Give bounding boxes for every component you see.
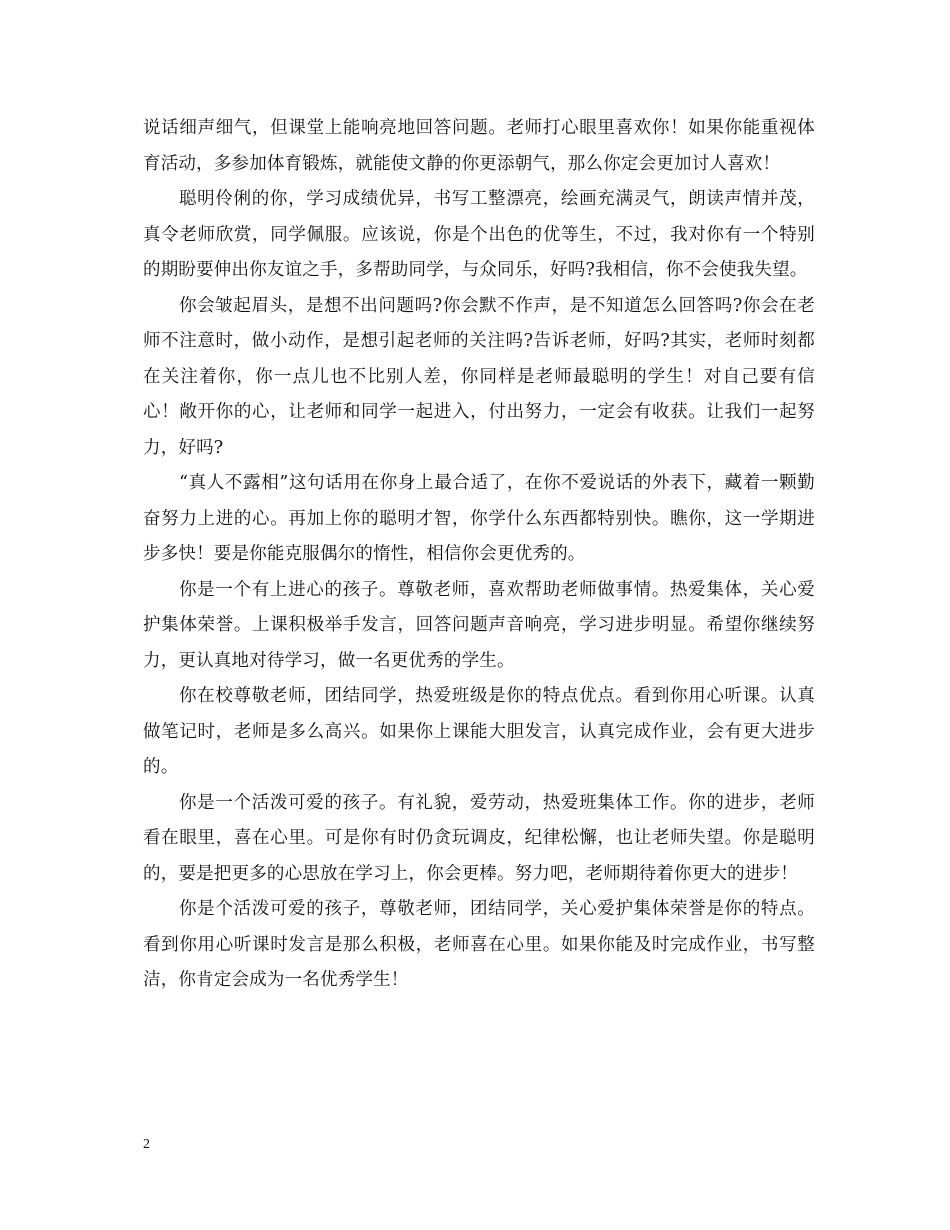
paragraph-6: 你在校尊敬老师，团结同学，热爱班级是你的特点优点。看到你用心听课。认真做笔记时，老师是多么高兴。如果你上课能大胆发言，认真完成作业，会有更大进步的。 bbox=[143, 686, 815, 777]
paragraph-8: 你是个活泼可爱的孩子，尊敬老师，团结同学，关心爱护集体荣誉是你的特点。看到你用心听课时发言是那么积极，老师喜在心里。如果你能及时完成作业，书写整洁，你肯定会成为一名优秀学生！ bbox=[143, 899, 815, 990]
paragraph-4: “真人不露相”这句话用在你身上最合适了，在你不爱说话的外表下，藏着一颗勤奋努力上进的心。再加上你的聪明才智，你学什么东西都特别快。瞧你，这一学期进步多快！要是你能克服偶尔的惰性，相信你会更优秀的。 bbox=[143, 473, 815, 564]
paragraph-2: 聪明伶俐的你，学习成绩优异，书写工整漂亮，绘画充满灵气，朗读声情并茂，真令老师欣赏，同学佩服。应该说，你是个出色的优等生，不过，我对你有一个特别的期盼要伸出你友谊之手，多帮助同学，与众同乐，好吗?我相信，你不会使我失望。 bbox=[143, 189, 815, 280]
paragraph-7: 你是一个活泼可爱的孩子。有礼貌，爱劳动，热爱班集体工作。你的进步，老师看在眼里，喜在心里。可是你有时仍贪玩调皮，纪律松懈，也让老师失望。你是聪明的，要是把更多的心思放在学习上，你会更棒。努力吧，老师期待着你更大的进步！ bbox=[143, 792, 815, 884]
page-body bbox=[143, 111, 815, 999]
page-number: 2 bbox=[143, 1137, 150, 1152]
paragraph-5: 你是一个有上进心的孩子。尊敬老师，喜欢帮助老师做事情。热爱集体，关心爱护集体荣誉。上课积极举手发言，回答问题声音响亮，学习进步明显。希望你继续努力，更认真地对待学习，做一名更优秀的学生。 bbox=[143, 579, 815, 671]
paragraph-1: 说话细声细气，但课堂上能响亮地回答问题。老师打心眼里喜欢你！如果你能重视体育活动，多参加体育锻炼，就能使文静的你更添朝气，那么你定会更加讨人喜欢！ bbox=[143, 118, 815, 174]
paragraph-3: 你会皱起眉头，是想不出问题吗?你会默不作声，是不知道怎么回答吗?你会在老师不注意时，做小动作，是想引起老师的关注吗?告诉老师，好吗?其实，老师时刻都在关注着你，你一点儿也不比别人差，你同样是老师最聪明的学生！对自己要有信心！敞开你的心，让老师和同学一起进入，付出努力，一定会有收获。让我们一起努力，好吗? bbox=[143, 295, 815, 458]
